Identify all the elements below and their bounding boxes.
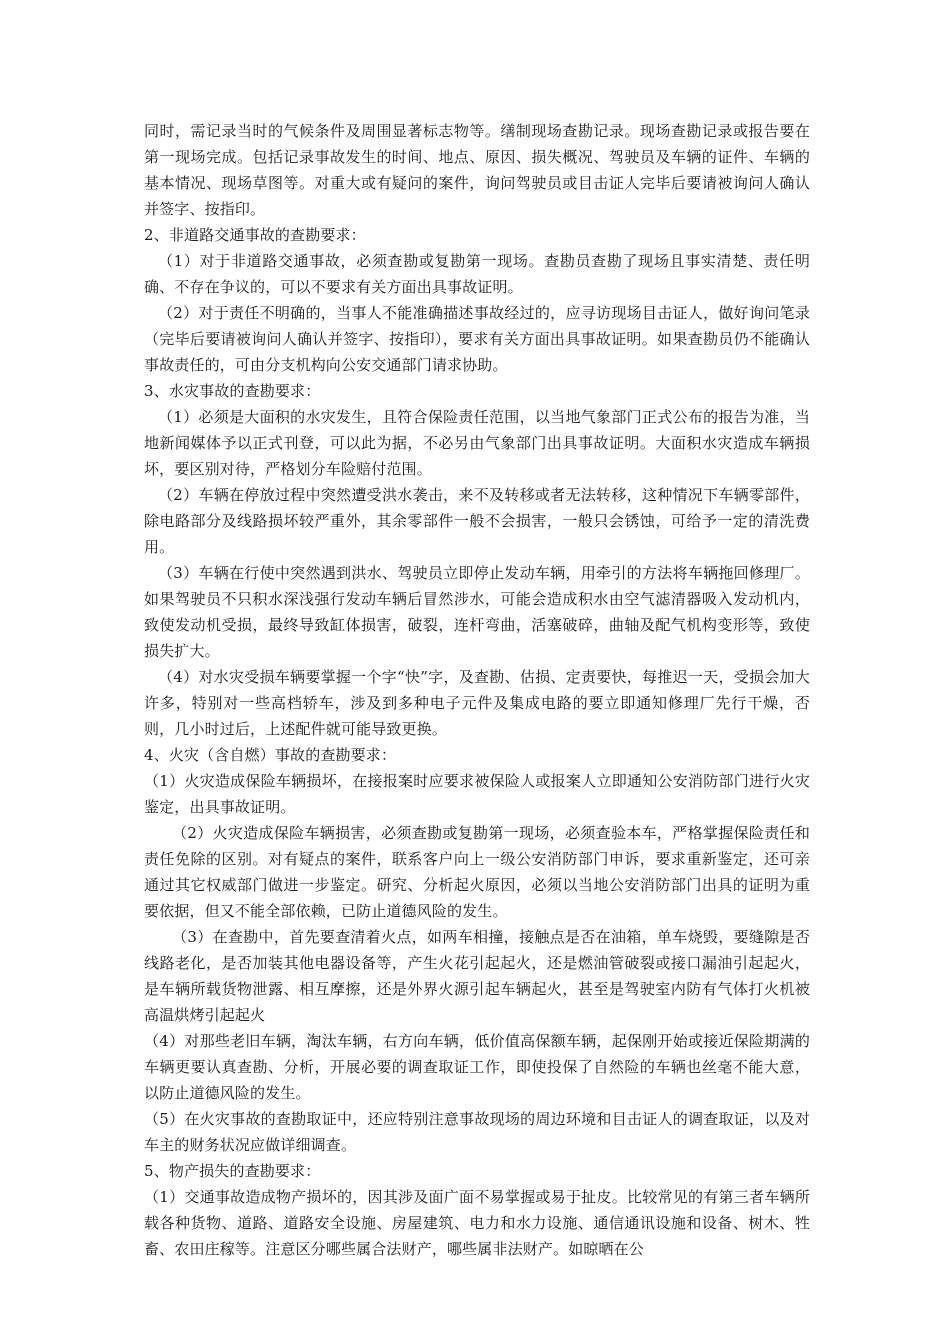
paragraph-fire-1: （1）火灾造成保险车辆损坏，在接报案时应要求被保险人或报案人立即通知公安消防部门进行火灾鉴定，出具事故证明。 [144,772,810,816]
section-heading-non-road: 2、非道路交通事故的查勘要求： [144,226,366,244]
paragraph-non-road-1: （1）对于非道路交通事故，必须查勘或复勘第一现场。查勘员查勘了现场且事实清楚、责任明确、不存在争议的，可以不要求有关方面出具事故证明。 [144,252,810,296]
paragraph-non-road-2: （2）对于责任不明确的，当事人不能准确描述事故经过的，应寻访现场目击证人，做好询问笔录（完毕后要请被询问人确认并签字、按指印），要求有关方面出具事故证明。如果查勘员仍不能确认事故责任的，可由分支机构向公安交通部门请求协助。 [144,304,810,374]
section-heading-fire: 4、火灾（含自燃）事故的查勘要求： [144,746,397,764]
document-body [144,118,810,1262]
paragraph-fire-5: （5）在火灾事故的查勘取证中，还应特别注意事故现场的周边环境和目击证人的调查取证，以及对车主的财务状况应做详细调查。 [144,1110,810,1154]
paragraph-flood-2: （2）车辆在停放过程中突然遭受洪水袭击，来不及转移或者无法转移，这种情况下车辆零部件，除电路部分及线路损坏较严重外，其余零部件一般不会损害，一般只会锈蚀，可给予一定的清洗费用。 [144,486,810,556]
paragraph-fire-4: （4）对那些老旧车辆，淘汰车辆，右方向车辆，低价值高保额车辆，起保刚开始或接近保险期满的车辆更要认真查勘、分析，开展必要的调查取证工作，即使投保了自然险的车辆也丝毫不能大意，以防止道德风险的发生。 [144,1032,810,1102]
paragraph-flood-4: （4）对水灾受损车辆要掌握一个字“快”字，及查勘、估损、定责要快，每推迟一天，受损会加大许多，特别对一些高档轿车，涉及到多种电子元件及集成电路的要立即通知修理厂先行干燥，否则，几小时过后，上述配件就可能导致更换。 [144,668,810,738]
paragraph-fire-3: （3）在查勘中，首先要查清着火点，如两车相撞，接触点是否在油箱，单车烧毁，要缝隙是否线路老化，是否加装其他电器设备等，产生火花引起起火，还是燃油管破裂或接口漏油引起起火，是车辆所载货物泄露、相互摩擦，还是外界火源引起车辆起火，甚至是驾驶室内防有气体打火机被高温烘烤引起起火 [144,928,810,1024]
paragraph-intro: 同时，需记录当时的气候条件及周围显著标志物等。缮制现场查勘记录。现场查勘记录或报告要在第一现场完成。包括记录事故发生的时间、地点、原因、损失概况、驾驶员及车辆的证件、车辆的基本情况、现场草图等。对重大或有疑问的案件，询问驾驶员或目击证人完毕后要请被询问人确认并签字、按指印。 [144,122,810,218]
paragraph-flood-1: （1）必须是大面积的水灾发生，且符合保险责任范围，以当地气象部门正式公布的报告为准，当地新闻媒体予以正式刊登，可以此为据，不必另由气象部门出具事故证明。大面积水灾造成车辆损坏，要区别对待，严格划分车险赔付范围。 [144,408,810,478]
section-heading-property: 5、物产损失的查勘要求： [144,1162,321,1180]
paragraph-fire-2: （2）火灾造成保险车辆损害，必须查勘或复勘第一现场，必须查验本车，严格掌握保险责任和责任免除的区别。对有疑点的案件，联系客户向上一级公安消防部门申诉，要求重新鉴定，还可亲通过其它权威部门做进一步鉴定。研究、分析起火原因，必须以当地公安消防部门出具的证明为重要依据，但又不能全部依赖，已防止道德风险的发生。 [144,824,810,920]
paragraph-flood-3: （3）车辆在行使中突然遇到洪水、驾驶员立即停止发动车辆，用牵引的方法将车辆拖回修理厂。如果驾驶员不只积水深浅强行发动车辆后冒然涉水，可能会造成积水由空气滤清器吸入发动机内，致使发动机受损，最终导致缸体损害，破裂，连杆弯曲，活塞破碎，曲轴及配气机构变形等，致使损失扩大。 [144,564,810,660]
section-heading-flood: 3、水灾事故的查勘要求： [144,382,321,400]
paragraph-property-1: （1）交通事故造成物产损坏的，因其涉及面广面不易掌握或易于扯皮。比较常见的有第三者车辆所载各种货物、道路、道路安全设施、房屋建筑、电力和水力设施、通信通讯设施和设备、树木、牲畜、农田庄稼等。注意区分哪些属合法财产，哪些属非法财产。如晾晒在公 [144,1188,810,1258]
